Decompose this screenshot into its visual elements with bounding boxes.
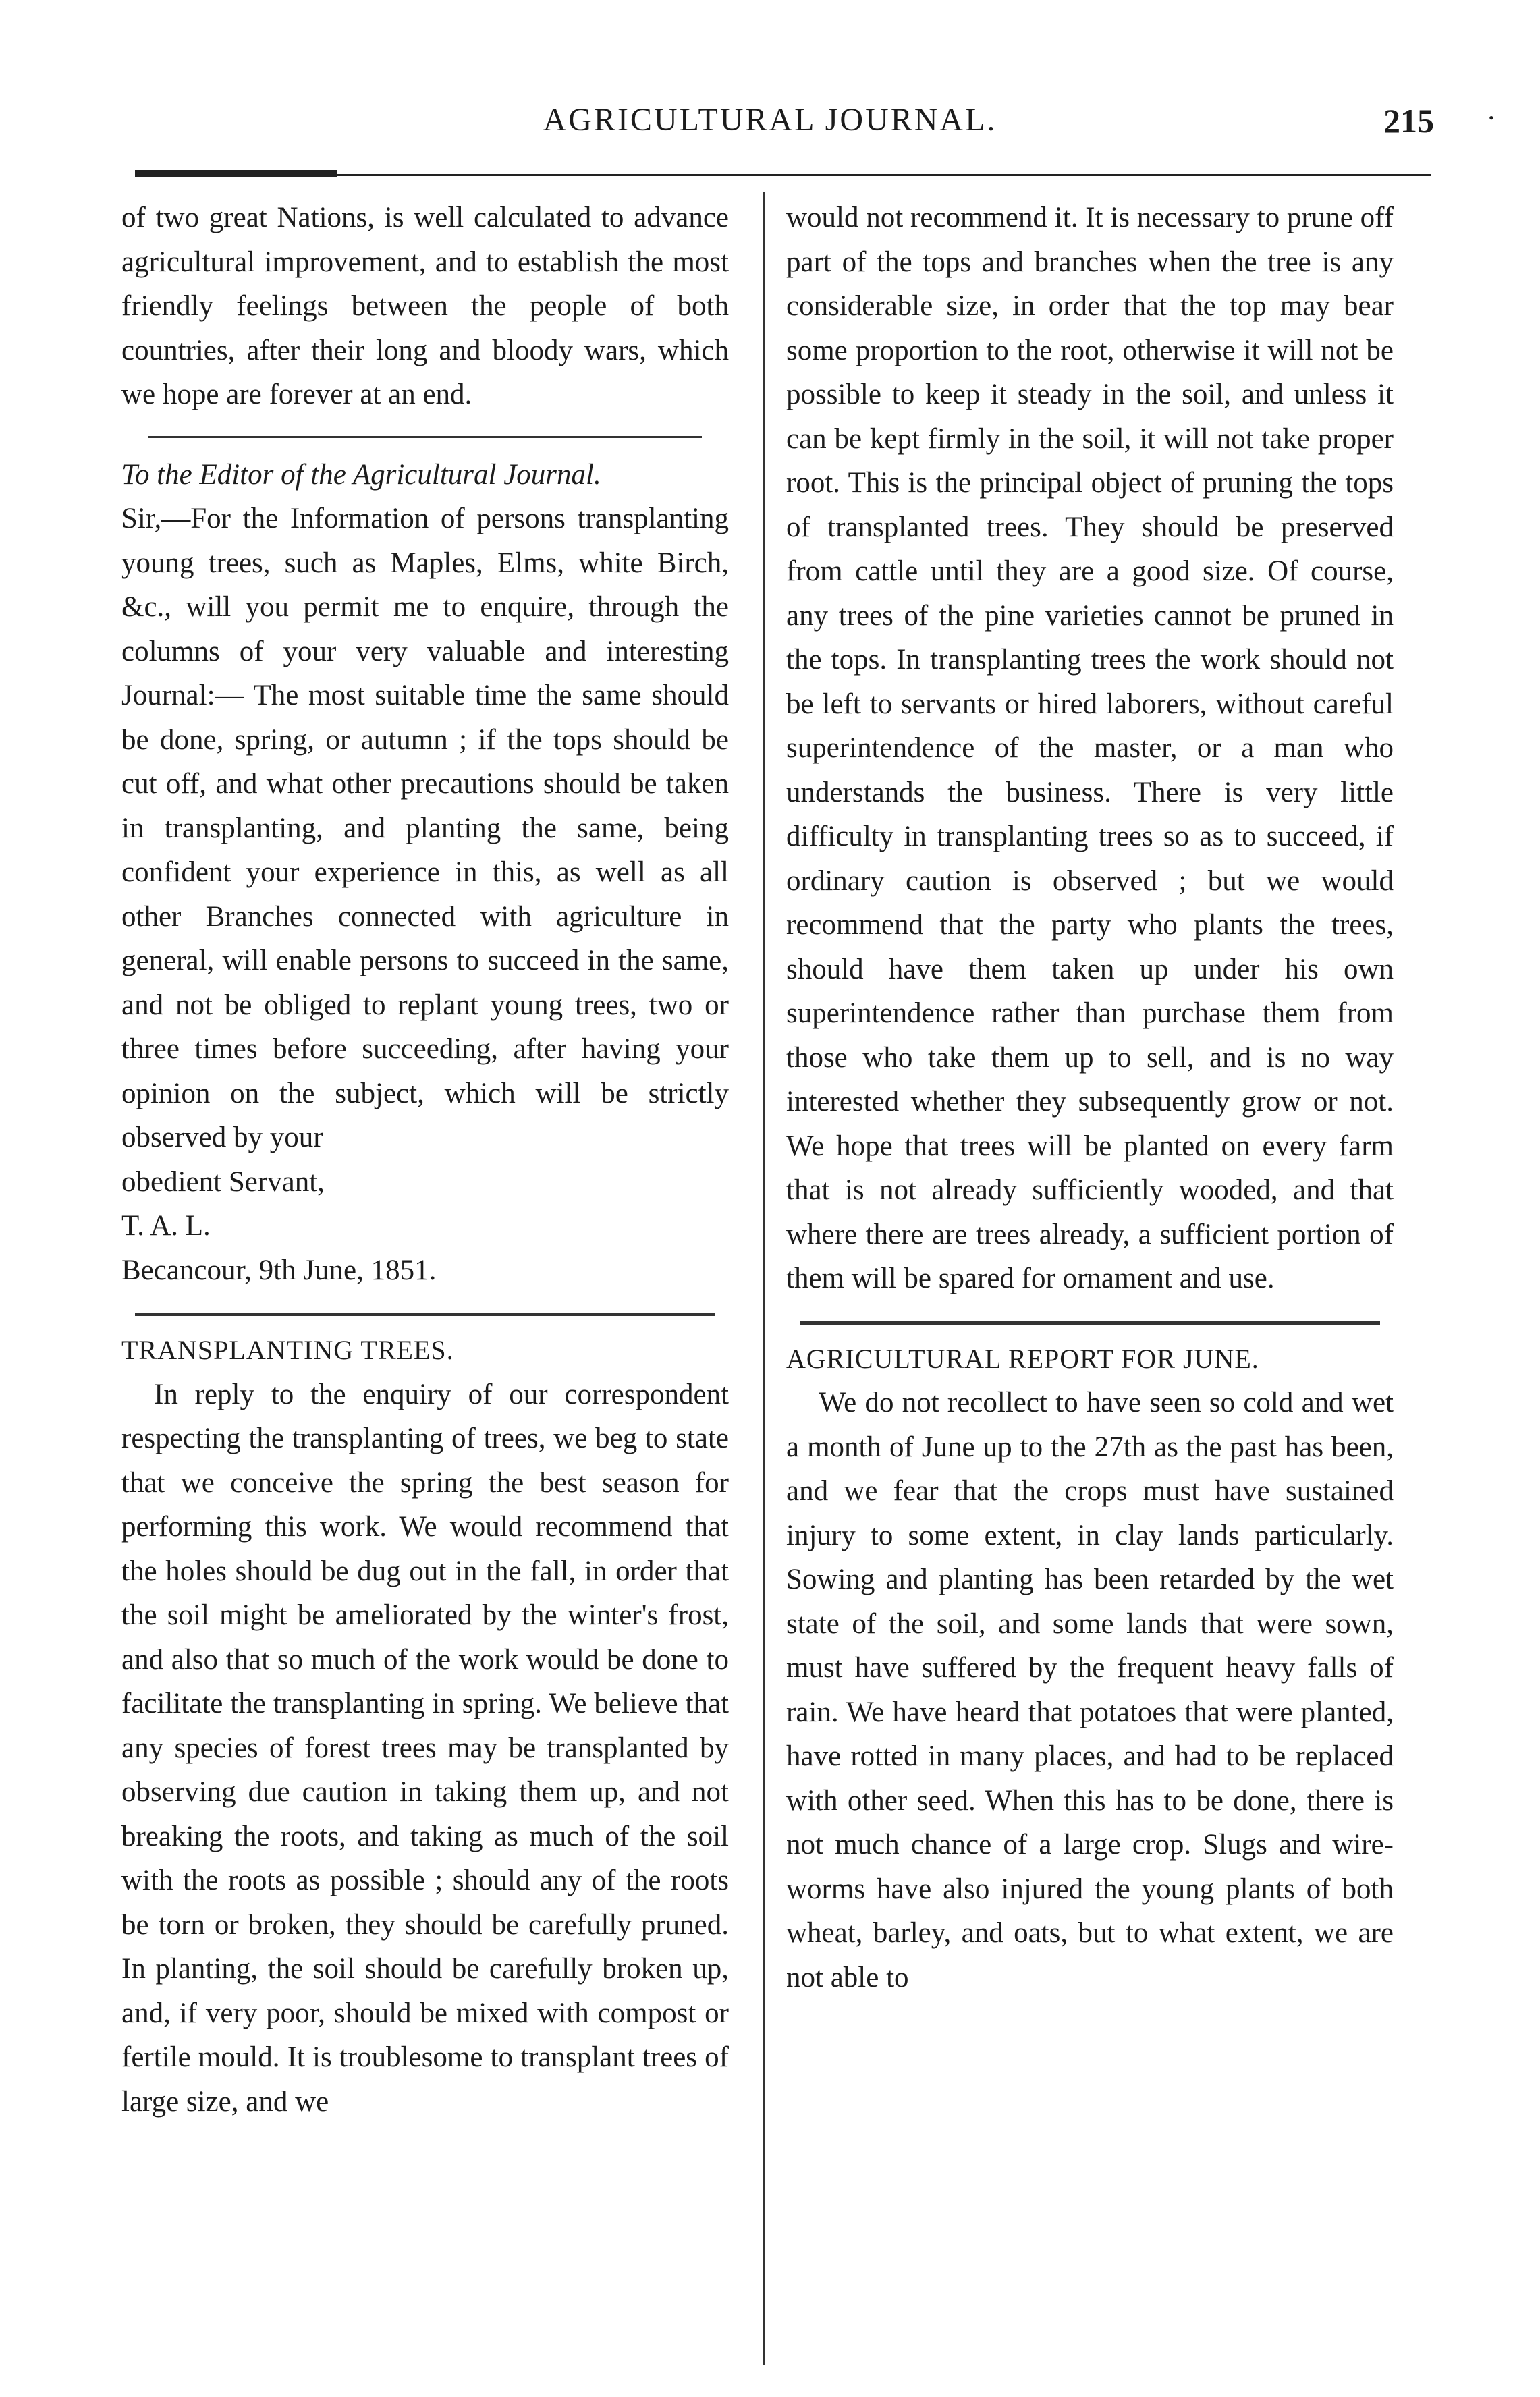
section-divider xyxy=(148,436,702,438)
margin-mark: • xyxy=(1489,109,1494,126)
intro-paragraph: of two great Nations, is well calculated to advance agricultural improvement, and to establish the most friendly feelings between the people of both countries, after their long and bloody wars, which we hope are forever at an end. xyxy=(121,202,729,410)
letter-salutation: To the Editor of the Agricultural Journal. xyxy=(121,458,601,491)
report-title: AGRICULTURAL REPORT FOR JUNE. xyxy=(786,1343,1259,1374)
letter-body: Sir,—For the Information of persons transplanting young trees, such as Maples, Elms, white Birch, &c., will you permit me to enquire, through the columns of your very valuable and interesting Journal:— The most suitable time the same should be done, spring, or autumn ; if the tops should be cut off, and what other precautions should be taken in transplanting, and planting the same, being confident your experience in this, as well as all other Branches connected with agriculture in general, will enable persons to succeed in the same, and not be obliged to replant young trees, two or three times before succeeding, after having your opinion on the subject, which will be strictly observed by your xyxy=(121,503,729,1153)
column-divider xyxy=(763,192,765,2365)
article-title: TRANSPLANTING TREES. xyxy=(121,1335,454,1365)
section-divider xyxy=(800,1321,1380,1325)
report-body: We do not recollect to have seen so cold and wet a month of June up to the 27th as the past has been, and we fear that the crops must have sustained injury to some extent, in clay lands particularly. Sowing and planting has been retarded by the wet state of the soil, and some lands that were sown, must have suffered by the frequent heavy falls of rain. We have heard that potatoes that were planted, have rotted in many places, and had to be replaced with other seed. When this has to be done, there is not much chance of a large crop. Slugs and wire-worms have also injured the young plants of both wheat, barley, and oats, but to what extent, we are not able to xyxy=(786,1387,1394,1993)
page-number: 215 xyxy=(1383,102,1434,140)
article-continuation: would not recommend it. It is necessary to prune off part of the tops and branches when the tree is any considerable size, in order that the top may bear some proportion to the root, otherwise it will not be possible to keep it steady in the soil, and unless it can be kept firmly in the soil, it will not take proper root. This is the principal object of pruning the tops of transplanted trees. They should be preserved from cattle until they are a good size. Of course, any trees of the pine varieties cannot be pruned in the tops. In transplanting trees the work should not be left to servants or hired laborers, without careful superintendence of the master, or a man who understands the business. There is very little difficulty in transplanting trees so as to succeed, if ordinary caution is observed ; but we would recommend that the party who plants the trees, should have them taken up under his own superintendence rather than purchase them from those who take them up to sell, and is no way interested whether they subsequently grow or not. We hope that trees will be planted on every farm that is not already sufficiently wooded, and that where there are trees already, a sufficient portion of them will be spared for ornament and use. xyxy=(786,202,1394,1294)
letter-closing: obedient Servant, xyxy=(121,1165,325,1198)
article-body: In reply to the enquiry of our correspondent respecting the transplanting of trees, we beg to state that we conceive the spring the best season for performing this work. We would recommend that the holes should be dug out in the fall, in order that the soil might be ameliorated by the winter's frost, and also that so much of the work would be done to facilitate the transplanting in spring. We believe that any species of forest trees may be transplanted by observing due caution in taking them up, and not breaking the roots, and taking as much of the soil with the roots as possible ; should any of the roots be torn or broken, they should be carefully pruned. In planting, the soil should be carefully broken up, and, if very poor, should be mixed with compost or fertile mould. It is troublesome to transplant trees of large size, and we xyxy=(121,1378,729,2118)
running-title: AGRICULTURAL JOURNAL. xyxy=(543,102,997,138)
left-column xyxy=(121,196,729,2124)
section-divider xyxy=(135,1313,715,1316)
letter-place-date: Becancour, 9th June, 1851. xyxy=(121,1254,437,1286)
right-column xyxy=(786,196,1394,2000)
letter-initials: T. A. L. xyxy=(121,1210,211,1242)
header-rule xyxy=(135,174,1431,176)
